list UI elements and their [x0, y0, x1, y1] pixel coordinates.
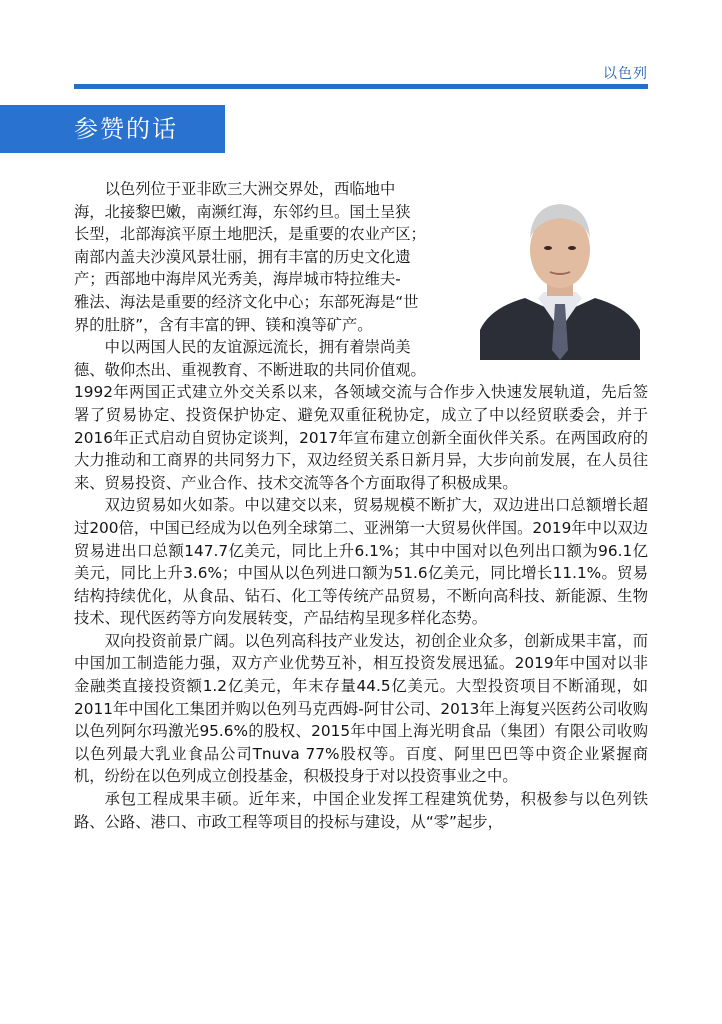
paragraph-intro — [74, 178, 648, 336]
running-header-country: 以色列 — [603, 66, 648, 82]
paragraph-trade: 双边贸易如火如荼。中以建交以来，贸易规模不断扩大，双边进出口总额增长超过200倍，中国已经成为以色列全球第二、亚洲第一大贸易伙伴国。2019年中以双边贸易进出口总额147.7亿美元，同比上升6.1%；其中中国对以色列出口额为96.1亿美元，同比上升3.6%；中国从以色列进口额为51.6亿美元，同比增长11.1%。贸易结构持续优化，从食品、钻石、化工等传统产品贸易，不断向高科技、新能源、生物技术、现代医药等方向发展转变，产品结构呈现多样化态势。 — [74, 496, 648, 628]
text-line: 海，北接黎巴嫩，南濒红海，东邻约旦。国土呈狭 — [74, 202, 411, 221]
text-line: 雅法、海法是重要的经济文化中心；东部死海是“世 — [74, 292, 419, 311]
paragraph-investment: 双向投资前景广阔。以色列高科技产业发达，初创企业众多，创新成果丰富，而中国加工制造能力强，双方产业优势互补，相互投资发展迅猛。2019年中国对以非金融类直接投资额1.2亿美元，年末存量44.5亿美元。大型投资项目不断涌现，如2011年中国化工集团并购以色列马克西姆-阿甘公司、2013年上海复兴医药公司收购以色列阿尔玛激光95.6%的股权、2015年中国上海光明食品（集团）有限公司收购以色列最大乳业食品公司Tnuva 77%股权等。百度、阿里巴巴等中资企业紧握商机，纷纷在以色列成立创投基金，积极投身于对以投资事业之中。 — [74, 631, 648, 786]
text-line: 产；西部地中海岸风光秀美，海岸城市特拉维夫- — [74, 270, 401, 289]
text-line: 德、敬仰杰出、重视教育、不断进取的共同价值观。 — [74, 360, 426, 379]
section-title: 参赞的话 — [0, 105, 225, 153]
article-body — [74, 178, 648, 833]
text-line: 以色列位于亚非欧三大洲交界处，西临地中 — [104, 180, 396, 198]
text-line: 中以两国人民的友谊源远流长，拥有着崇尚美 — [104, 338, 411, 357]
paragraph-relations — [74, 336, 648, 494]
text-line: 长型，北部海滨平原土地肥沃，是重要的农业产区； — [74, 225, 426, 244]
paragraph-engineering: 承包工程成果丰硕。近年来，中国企业发挥工程建筑优势，积极参与以色列铁路、公路、港口、市政工程等项目的投标与建设，从“零”起步， — [74, 790, 648, 831]
text-line: 界的肚脐”，含有丰富的钾、镁和溴等矿产。 — [74, 315, 373, 334]
header-rule — [74, 84, 648, 89]
text-block: 1992年两国正式建立外交关系以来，各领域交流与合作步入快速发展轨道，先后签署了贸易协定、投资保护协定、避免双重征税协定，成立了中以经贸联委会，并于2016年正式启动自贸协定谈判，2017年宣布建立创新全面伙伴关系。在两国政府的大力推动和工商界的共同努力下，双边经贸关系日新月异，大步向前发展，在人员往来、贸易投资、产业合作、技术交流等各个方面取得了积极成果。 — [74, 383, 648, 492]
text-line: 南部内盖夫沙漠风景壮丽，拥有丰富的历史文化遗 — [74, 247, 411, 266]
